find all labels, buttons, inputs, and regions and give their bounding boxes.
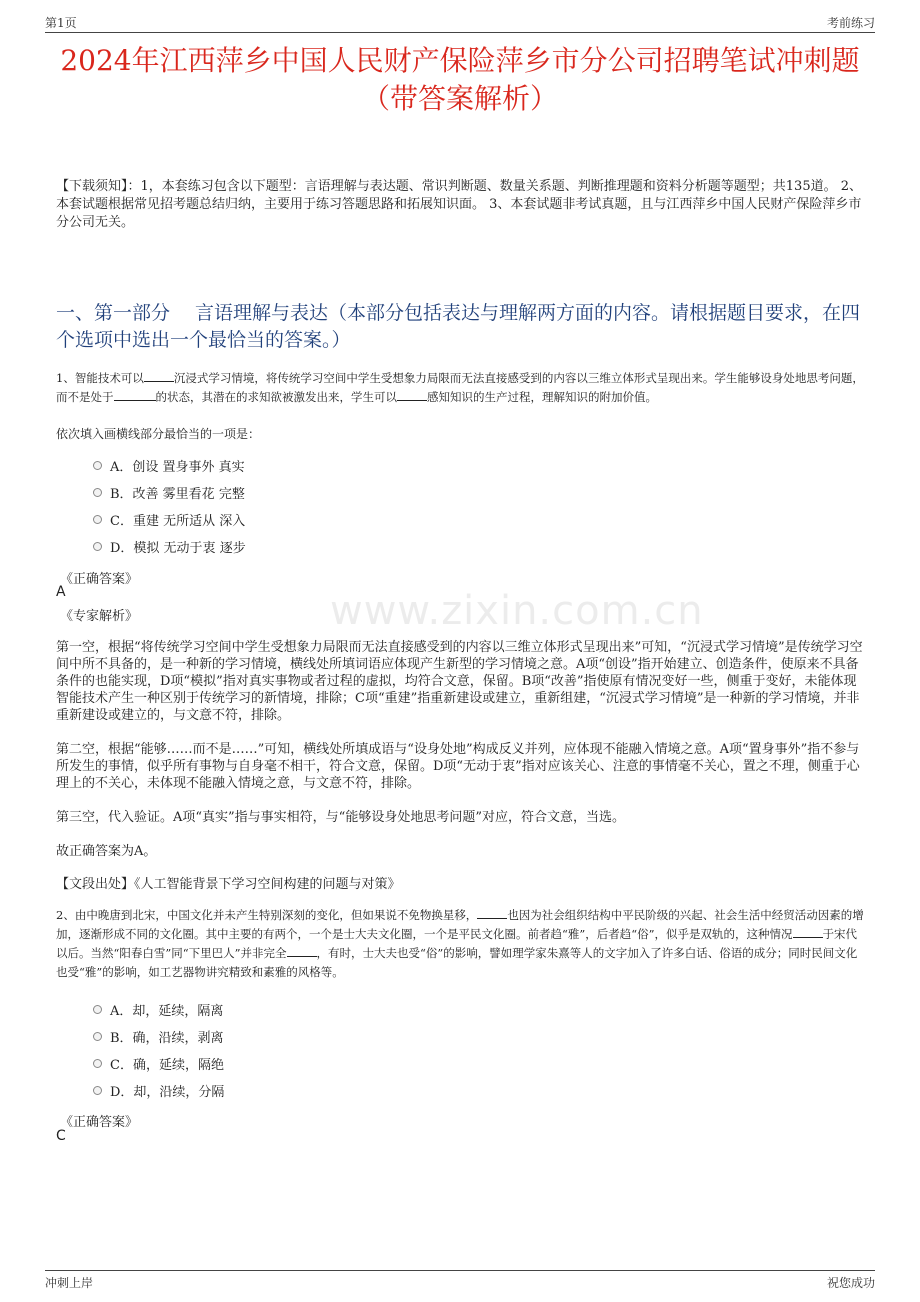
footer-right: 祝您成功 <box>826 1276 875 1290</box>
option-label: B．确，沿续，剥离 <box>110 1031 224 1046</box>
page-number: 第1页 <box>45 16 77 30</box>
fill-blank <box>793 927 823 938</box>
analysis-label: 《专家解析》 <box>60 609 139 624</box>
radio-icon[interactable] <box>93 1059 102 1068</box>
q1-text-part: 沉浸式学习情境，将传统学习空间中学生受想象力局限而无法直接感受到的内容以三维立体形式呈现出来。学生能够设身处地思考问题，而不是处于 <box>56 371 864 404</box>
source-citation: 【文段出处】《人工智能背景下学习空间构建的问题与对策》 <box>56 877 401 892</box>
q2-text-part: 也因为社会组织结构中平民阶级的兴起、社会生活中经贸活动因素的增加，逐渐形成不同的文化圈。其中主要的有两个，一个是士大夫文化圈，一个是平民文化圈。前者趋“雅”，后者趋“俗”，似乎是双轨的，这种情况 <box>56 908 864 941</box>
option-label: B．改善 雾里看花 完整 <box>110 487 245 502</box>
radio-icon[interactable] <box>93 488 102 497</box>
option-b[interactable] <box>93 1023 224 1050</box>
option-label: D．模拟 无动于衷 逐步 <box>110 541 246 556</box>
fill-blank <box>477 908 507 919</box>
option-label: A．却，延续，隔离 <box>110 1004 224 1019</box>
radio-icon[interactable] <box>93 461 102 470</box>
fill-blank <box>397 390 427 401</box>
fill-blank <box>287 946 317 957</box>
q1-text-part: 的状态，其潜在的求知欲被激发出来，学生可以 <box>155 390 397 404</box>
option-label: D．却，沿续，分隔 <box>110 1085 225 1100</box>
q2-text-part: 于宋代以后。当然“阳春白雪”同“下里巴人”并非完全 <box>56 927 858 960</box>
page-footer <box>45 1270 875 1291</box>
analysis-paragraph-3: 第三空，代入验证。A项“真实”指与事实相符，与“能够设身处地思考问题”对应，符合文意，当选。 <box>56 810 625 825</box>
option-d[interactable] <box>93 533 246 560</box>
correct-answer: C <box>56 1128 66 1144</box>
analysis-paragraph-4: 故正确答案为A。 <box>56 844 157 859</box>
fill-blank <box>144 371 174 382</box>
radio-icon[interactable] <box>93 542 102 551</box>
radio-icon[interactable] <box>93 1005 102 1014</box>
document-title: 2024年江西萍乡中国人民财产保险萍乡市分公司招聘笔试冲刺题（带答案解析） <box>60 44 860 115</box>
section-heading: 一、第一部分 言语理解与表达（本部分包括表达与理解两方面的内容。请根据题目要求，在四个选项中选出一个最恰当的答案。） <box>56 302 861 351</box>
analysis-paragraph-1: 第一空，根据“将传统学习空间中学生受想象力局限而无法直接感受到的内容以三维立体形式呈现出来”可知，“沉浸式学习情境”是传统学习空间中所不具备的，是一种新的学习情境，横线处所填词语应体现产生新型的学习情境之意。A项“创设”指开始建立、创造条件，使原来不具备条件的也能实现，D项“模拟”指对真实事物或者过程的虚拟，均符合文意，保留。B项“改善”指使原有情况变好一些，侧重于变好，未能体现智能技术产生一种区别于传统学习的新情境，排除；C项“重建”指重新建设或建立，重新组建，“沉浸式学习情境”是一种新的学习情境，并非重新建设或建立的，与文意不符，排除。 <box>56 640 863 723</box>
q1-text-part: 感知知识的生产过程，理解知识的附加价值。 <box>427 390 657 404</box>
q2-text-part: 2、由中晚唐到北宋，中国文化并未产生特别深刻的变化，但如果说不免物换星移， <box>56 908 478 922</box>
option-label: C．重建 无所适从 深入 <box>110 514 246 529</box>
option-c[interactable] <box>93 1050 224 1077</box>
watermark: www.zixin.com.cn <box>330 588 704 634</box>
fill-blank <box>114 390 156 401</box>
question-2-options <box>93 996 224 1104</box>
option-label: A．创设 置身事外 真实 <box>110 460 245 475</box>
radio-icon[interactable] <box>93 1086 102 1095</box>
footer-left: 冲刺上岸 <box>45 1276 94 1290</box>
option-a[interactable] <box>93 452 246 479</box>
option-c[interactable] <box>93 506 246 533</box>
answer-label: 《正确答案》 <box>60 1115 139 1130</box>
question-1-prompt: 依次填入画横线部分最恰当的一项是： <box>56 427 261 441</box>
radio-icon[interactable] <box>93 1032 102 1041</box>
question-2-stem <box>56 906 868 982</box>
option-d[interactable] <box>93 1077 224 1104</box>
option-a[interactable] <box>93 996 224 1023</box>
correct-answer: A <box>56 584 66 600</box>
q2-text-part: ，有时，士大夫也受“俗”的影响，譬如理学家朱熹等人的文字加入了许多白话、俗语的成分；同时民间文化也受“雅”的影响，如工艺器物讲究精致和素雅的风格等。 <box>56 946 858 979</box>
page-header <box>45 14 875 33</box>
answer-label: 《正确答案》 <box>60 572 139 587</box>
download-notice: 【下载须知】：1，本套练习包含以下题型：言语理解与表达题、常识判断题、数量关系题、判断推理题和资料分析题等题型；共135道。 2、本套试题根据常见招考题总结归纳，主要用于练习答题思路和拓展知识面。 3、本套试题非考试真题，且与江西萍乡中国人民财产保险萍乡市分公司无关。 <box>56 179 862 230</box>
option-b[interactable] <box>93 479 246 506</box>
analysis-paragraph-2: 第二空，根据“能够……而不是……”可知，横线处所填成语与“设身处地”构成反义并列，应体现不能融入情境之意。A项“置身事外”指不参与所发生的事情，似乎所有事物与自身毫不相干，符合文意，保留。D项“无动于衷”指对应该关心、注意的事情毫不关心，置之不理，侧重于心理上的不关心，未体现不能融入情境之意，与文意不符，排除。 <box>56 742 860 791</box>
radio-icon[interactable] <box>93 515 102 524</box>
question-1-stem <box>56 369 868 407</box>
question-1-options <box>93 452 246 560</box>
option-label: C．确，延续，隔绝 <box>110 1058 224 1073</box>
header-label: 考前练习 <box>826 16 875 30</box>
q1-text-part: 1、智能技术可以 <box>56 371 144 385</box>
